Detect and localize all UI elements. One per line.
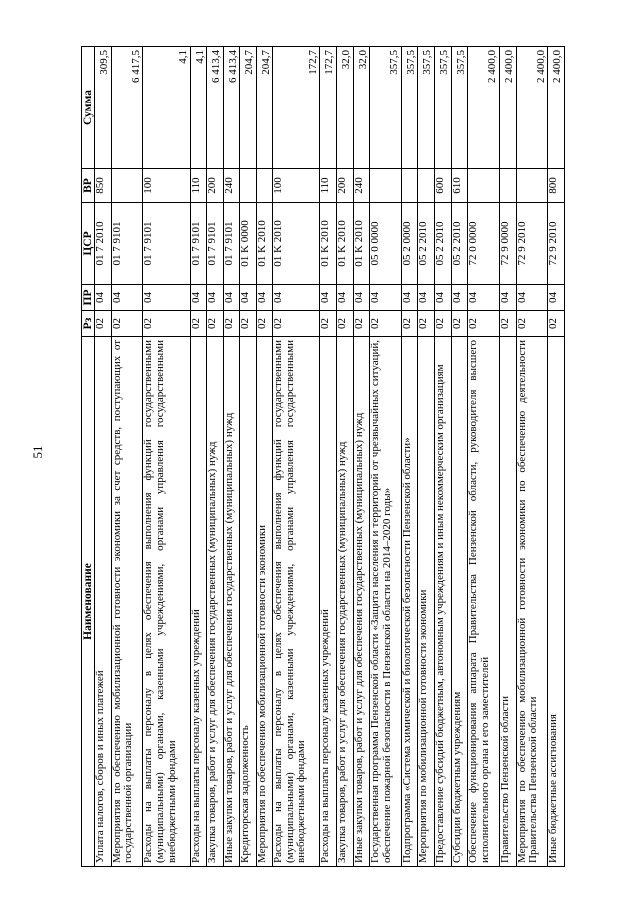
cell-vr: [401, 169, 418, 203]
table-row: [240, 47, 257, 867]
cell-csr: 01 7 9101: [111, 203, 143, 285]
cell-csr: 05 2 2010: [435, 203, 452, 285]
cell-vr: [468, 169, 500, 203]
cell-sum: 172,7: [320, 47, 337, 169]
cell-pr: 04: [256, 285, 273, 311]
cell-csr: 05 2 2010: [451, 203, 468, 285]
cell-name: Мероприятия по обеспечению мобилизационной готовности экономики по обеспечению деятельности Правительства Пензенской области: [516, 337, 548, 867]
cell-vr: [111, 169, 143, 203]
table-row: [336, 47, 353, 867]
cell-pr: 04: [353, 285, 370, 311]
cell-csr: 01 K 2010: [273, 203, 320, 285]
page-number: 51: [30, 445, 45, 459]
cell-rz: 02: [320, 311, 337, 337]
header-pr: ПР: [82, 285, 95, 311]
cell-name: Иные бюджетные ассигнования: [548, 337, 565, 867]
header-csr: ЦСР: [82, 203, 95, 285]
cell-rz: 02: [207, 311, 224, 337]
cell-rz: 02: [468, 311, 500, 337]
cell-rz: 02: [95, 311, 112, 337]
cell-vr: 240: [353, 169, 370, 203]
cell-pr: 04: [468, 285, 500, 311]
cell-name: Расходы на выплаты персоналу в целях обеспечения выполнения функций государственными (муниципальными) органами, казенными учреждениями, органами управления государственными внебюджетными фондами: [143, 337, 190, 867]
cell-pr: 04: [223, 285, 240, 311]
cell-csr: 05 0 0000: [370, 203, 402, 285]
cell-sum: 309,5: [95, 47, 112, 169]
cell-pr: 04: [320, 285, 337, 311]
table-row: [320, 47, 337, 867]
budget-table: [81, 46, 565, 867]
cell-sum: 204,7: [240, 47, 257, 169]
cell-name: Подпрограмма «Система химической и биологической безопасности Пензенской области»: [401, 337, 418, 867]
cell-csr: 01 K 2010: [320, 203, 337, 285]
cell-sum: 6 413,4: [207, 47, 224, 169]
cell-rz: 02: [223, 311, 240, 337]
cell-csr: 01 K 2010: [353, 203, 370, 285]
cell-rz: 02: [401, 311, 418, 337]
table-row: [95, 47, 112, 867]
table-row: [273, 47, 320, 867]
cell-rz: 02: [451, 311, 468, 337]
cell-sum: 6 413,4: [223, 47, 240, 169]
table-row: [111, 47, 143, 867]
cell-rz: 02: [516, 311, 548, 337]
cell-pr: 04: [95, 285, 112, 311]
table-row: [223, 47, 240, 867]
cell-rz: 02: [548, 311, 565, 337]
table-header-row: [82, 47, 95, 867]
cell-rz: 02: [435, 311, 452, 337]
cell-pr: 04: [190, 285, 207, 311]
cell-sum: 2 400,0: [468, 47, 500, 169]
cell-name: Расходы на выплаты персоналу в целях обеспечения выполнения функций государственными (муниципальными) органами, казенными учреждениями, органами управления государственными внебюджетными фондами: [273, 337, 320, 867]
cell-pr: 04: [401, 285, 418, 311]
cell-sum: 4,1: [143, 47, 190, 169]
cell-name: Правительство Пензенской области: [499, 337, 516, 867]
cell-name: Обеспечение функционирования аппарата Правительства Пензенской области, руководителя высшего исполнительного органа и его заместителей: [468, 337, 500, 867]
cell-sum: 357,5: [401, 47, 418, 169]
cell-csr: 72 9 2010: [516, 203, 548, 285]
cell-sum: 357,5: [435, 47, 452, 169]
cell-pr: 04: [207, 285, 224, 311]
cell-name: Предоставление субсидий бюджетным, автономным учреждениям и иным некоммерческим организациям: [435, 337, 452, 867]
cell-name: Иные закупки товаров, работ и услуг для обеспечения государственных (муниципальных) нужд: [223, 337, 240, 867]
cell-vr: [240, 169, 257, 203]
table-row: [516, 47, 548, 867]
cell-csr: 72 0 0000: [468, 203, 500, 285]
cell-csr: 72 9 2010: [548, 203, 565, 285]
rotated-table-wrapper: [81, 47, 565, 867]
cell-sum: 32,0: [336, 47, 353, 169]
cell-csr: 01 7 9101: [207, 203, 224, 285]
cell-csr: 01 7 2010: [95, 203, 112, 285]
cell-sum: 2 400,0: [548, 47, 565, 169]
cell-vr: 200: [207, 169, 224, 203]
cell-name: Уплата налогов, сборов и иных платежей: [95, 337, 112, 867]
cell-name: Мероприятия по обеспечению мобилизационной готовности экономики за счет средств, поступающих от государственной организации: [111, 337, 143, 867]
cell-rz: 02: [499, 311, 516, 337]
header-vr: ВР: [82, 169, 95, 203]
cell-sum: 357,5: [370, 47, 402, 169]
cell-name: Иные закупки товаров, работ и услуг для обеспечения государственных (муниципальных) нужд: [353, 337, 370, 867]
table-row: [435, 47, 452, 867]
cell-csr: 72 9 0000: [499, 203, 516, 285]
cell-pr: 04: [336, 285, 353, 311]
header-name: Наименование: [82, 337, 95, 867]
cell-csr: 01 K 2010: [256, 203, 273, 285]
cell-sum: 172,7: [273, 47, 320, 169]
table-row: [353, 47, 370, 867]
cell-vr: 100: [273, 169, 320, 203]
cell-vr: [370, 169, 402, 203]
cell-csr: 01 K 2010: [336, 203, 353, 285]
cell-csr: 01 7 9101: [223, 203, 240, 285]
cell-pr: 04: [273, 285, 320, 311]
cell-vr: 110: [190, 169, 207, 203]
cell-vr: 100: [143, 169, 190, 203]
cell-rz: 02: [143, 311, 190, 337]
table-row: [401, 47, 418, 867]
cell-rz: 02: [111, 311, 143, 337]
cell-name: Расходы на выплаты персоналу казенных учреждений: [190, 337, 207, 867]
cell-csr: 05 2 2010: [418, 203, 435, 285]
cell-vr: 600: [435, 169, 452, 203]
table-row: [451, 47, 468, 867]
table-row: [207, 47, 224, 867]
cell-vr: 610: [451, 169, 468, 203]
cell-csr: 05 2 0000: [401, 203, 418, 285]
cell-pr: 04: [516, 285, 548, 311]
cell-pr: 04: [548, 285, 565, 311]
cell-name: Кредиторская задолженность: [240, 337, 257, 867]
cell-sum: 4,1: [190, 47, 207, 169]
cell-vr: [516, 169, 548, 203]
cell-pr: 04: [499, 285, 516, 311]
cell-pr: 04: [418, 285, 435, 311]
cell-vr: [499, 169, 516, 203]
cell-vr: [256, 169, 273, 203]
cell-pr: 04: [370, 285, 402, 311]
cell-rz: 02: [256, 311, 273, 337]
table-row: [468, 47, 500, 867]
cell-sum: 2 400,0: [499, 47, 516, 169]
cell-name: Закупка товаров, работ и услуг для обеспечения государственных (муниципальных) нужд: [207, 337, 224, 867]
cell-vr: 200: [336, 169, 353, 203]
cell-name: Расходы на выплаты персоналу казенных учреждений: [320, 337, 337, 867]
cell-csr: 01 7 9101: [143, 203, 190, 285]
cell-vr: 240: [223, 169, 240, 203]
table-body: [95, 47, 565, 867]
table-row: [418, 47, 435, 867]
cell-rz: 02: [240, 311, 257, 337]
cell-rz: 02: [190, 311, 207, 337]
header-sum: Сумма: [82, 47, 95, 169]
cell-name: Закупка товаров, работ и услуг для обеспечения государственных (муниципальных) нужд: [336, 337, 353, 867]
cell-rz: 02: [370, 311, 402, 337]
table-row: [256, 47, 273, 867]
cell-pr: 04: [435, 285, 452, 311]
cell-rz: 02: [353, 311, 370, 337]
cell-pr: 04: [111, 285, 143, 311]
cell-name: Мероприятия по обеспечению мобилизационной готовности экономики: [256, 337, 273, 867]
cell-sum: 357,5: [418, 47, 435, 169]
cell-rz: 02: [418, 311, 435, 337]
table-row: [370, 47, 402, 867]
table-row: [190, 47, 207, 867]
cell-rz: 02: [273, 311, 320, 337]
cell-vr: 800: [548, 169, 565, 203]
cell-csr: 01 K 0000: [240, 203, 257, 285]
cell-pr: 04: [240, 285, 257, 311]
cell-sum: 6 417,5: [111, 47, 143, 169]
header-rz: Рз: [82, 311, 95, 337]
table-row: [143, 47, 190, 867]
table-row: [548, 47, 565, 867]
cell-sum: 357,5: [451, 47, 468, 169]
cell-sum: 2 400,0: [516, 47, 548, 169]
cell-pr: 04: [451, 285, 468, 311]
cell-vr: [418, 169, 435, 203]
cell-name: Субсидии бюджетным учреждениям: [451, 337, 468, 867]
cell-name: Государственная программа Пензенской области «Защита населения и территорий от чрезвычайных ситуаций, обеспечение пожарной безопасности в Пензенской области на 2014–2020 годы»: [370, 337, 402, 867]
cell-name: Мероприятия по мобилизационной готовности экономики: [418, 337, 435, 867]
cell-vr: 110: [320, 169, 337, 203]
cell-sum: 32,0: [353, 47, 370, 169]
cell-sum: 204,7: [256, 47, 273, 169]
cell-pr: 04: [143, 285, 190, 311]
table-row: [499, 47, 516, 867]
cell-rz: 02: [336, 311, 353, 337]
cell-csr: 01 7 9101: [190, 203, 207, 285]
cell-vr: 850: [95, 169, 112, 203]
